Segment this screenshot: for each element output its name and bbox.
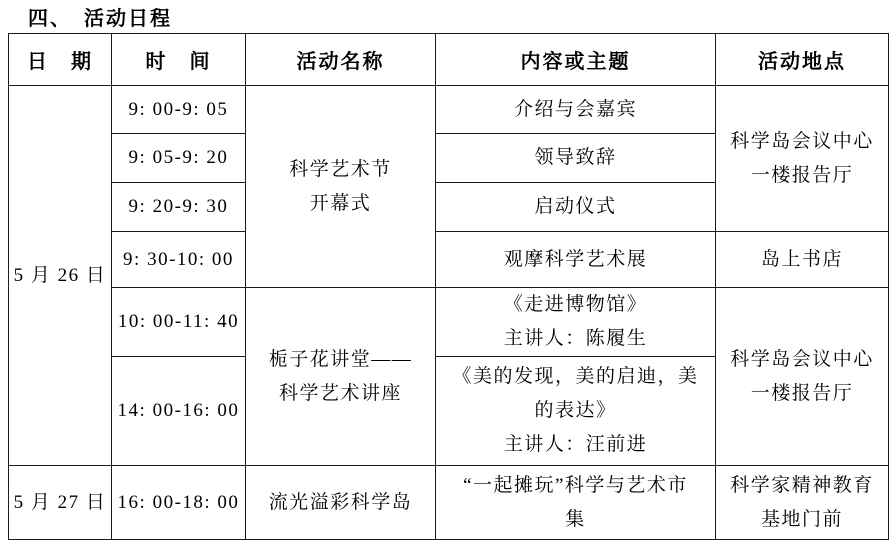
table-row bbox=[9, 466, 889, 540]
cell-activity-market: 流光溢彩科学岛 bbox=[246, 466, 436, 540]
table-row bbox=[9, 288, 889, 357]
col-header-content: 内容或主题 bbox=[436, 34, 716, 86]
cell-content-4: 观摩科学艺术展 bbox=[436, 232, 716, 288]
cell-activity-lecture: 栀子花讲堂—— 科学艺术讲座 bbox=[246, 288, 436, 466]
cell-time-2: 9: 05-9: 20 bbox=[112, 134, 246, 183]
cell-content-1: 介绍与会嘉宾 bbox=[436, 86, 716, 134]
cell-time-6: 14: 00-16: 00 bbox=[112, 357, 246, 466]
page-title: 四、 活动日程 bbox=[28, 8, 172, 30]
cell-date-may26: 5 月 26 日 bbox=[9, 86, 112, 466]
cell-location-hall-a: 科学岛会议中心 一楼报告厅 bbox=[716, 86, 889, 232]
cell-activity-opening: 科学艺术节 开幕式 bbox=[246, 86, 436, 288]
cell-time-3: 9: 20-9: 30 bbox=[112, 183, 246, 232]
cell-time-5: 10: 00-11: 40 bbox=[112, 288, 246, 357]
cell-location-base: 科学家精神教育 基地门前 bbox=[716, 466, 889, 540]
table-row bbox=[9, 232, 889, 288]
cell-time-7: 16: 00-18: 00 bbox=[112, 466, 246, 540]
col-header-date: 日 期 bbox=[9, 34, 112, 86]
cell-time-4: 9: 30-10: 00 bbox=[112, 232, 246, 288]
cell-location-bookstore: 岛上书店 bbox=[716, 232, 889, 288]
cell-content-6: 《美的发现，美的启迪，美 的表达》 主讲人：汪前进 bbox=[436, 357, 716, 466]
col-header-location: 活动地点 bbox=[716, 34, 889, 86]
cell-location-hall-b: 科学岛会议中心 一楼报告厅 bbox=[716, 288, 889, 466]
header-row bbox=[9, 34, 889, 86]
cell-content-7: “一起摊玩”科学与艺术市 集 bbox=[436, 466, 716, 540]
cell-content-5: 《走进博物馆》 主讲人：陈履生 bbox=[436, 288, 716, 357]
table-row bbox=[9, 86, 889, 134]
col-header-activity: 活动名称 bbox=[246, 34, 436, 86]
cell-date-may27: 5 月 27 日 bbox=[9, 466, 112, 540]
schedule-table bbox=[8, 33, 889, 540]
cell-content-2: 领导致辞 bbox=[436, 134, 716, 183]
cell-time-1: 9: 00-9: 05 bbox=[112, 86, 246, 134]
col-header-time: 时 间 bbox=[112, 34, 246, 86]
cell-content-3: 启动仪式 bbox=[436, 183, 716, 232]
